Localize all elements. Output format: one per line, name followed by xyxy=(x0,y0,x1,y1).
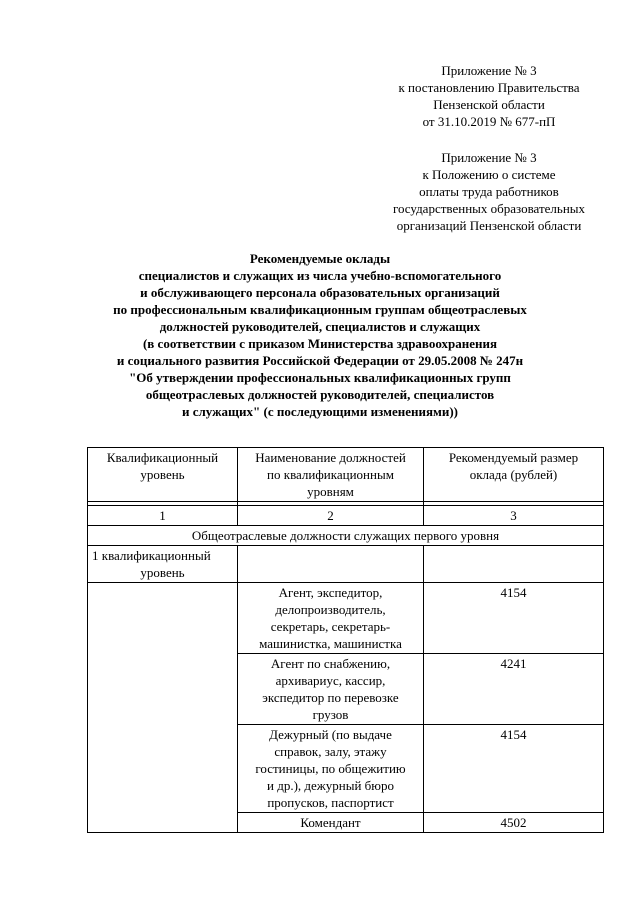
position-line: справок, залу, этажу xyxy=(274,744,387,759)
position-line: Агент по снабжению, xyxy=(270,656,391,671)
position-cell xyxy=(238,725,424,813)
position-line: пропусков, паспортист xyxy=(267,795,394,810)
title-line: должностей руководителей, специалистов и служащих xyxy=(159,319,481,334)
header-line: Рекомендуемый размер xyxy=(448,450,579,465)
empty-level-cell xyxy=(88,583,238,833)
section-title: Общеотраслевые должности служащих первого уровня xyxy=(88,526,604,546)
appendix-line: государственных образовательных xyxy=(392,201,586,216)
column-number-row xyxy=(88,506,604,526)
position-line: и др.), дежурный бюро xyxy=(267,778,394,793)
position-line: Агент, экспедитор, xyxy=(278,585,383,600)
appendix-header-regulation xyxy=(360,149,618,234)
salary-table xyxy=(87,447,604,833)
position-cell xyxy=(238,583,424,654)
title-line: и обслуживающего персонала образовательных организаций xyxy=(140,285,500,300)
salary-cell: 4154 xyxy=(424,725,604,813)
position-cell xyxy=(238,654,424,725)
section-row xyxy=(88,526,604,546)
salary-cell: 4241 xyxy=(424,654,604,725)
salary-cell: 4502 xyxy=(424,813,604,833)
header-line: уровням xyxy=(307,484,354,499)
position-line: Комендант xyxy=(300,815,361,830)
empty-cell xyxy=(238,546,424,583)
position-line: машинистка, машинистка xyxy=(259,636,402,651)
header-line: уровень xyxy=(140,467,185,482)
appendix-line: к постановлению Правительства xyxy=(398,80,580,95)
title-line: специалистов и служащих из числа учебно-вспомогательного xyxy=(138,268,502,283)
header-line: оклада (рублей) xyxy=(469,467,558,482)
appendix-line: организаций Пензенской области xyxy=(396,218,582,233)
appendix-line: к Положению о системе xyxy=(422,167,556,182)
title-line: общеотраслевых должностей руководителей, специалистов xyxy=(145,387,495,402)
position-cell xyxy=(238,813,424,833)
header-line: по квалификационным xyxy=(267,467,394,482)
appendix-line: оплаты труда работников xyxy=(419,184,559,199)
level-line: уровень xyxy=(140,565,185,580)
column-number: 1 xyxy=(88,506,238,526)
position-line: архивариус, кассир, xyxy=(275,673,386,688)
position-line: делопроизводитель, xyxy=(275,602,386,617)
title-line: и социального развития Российской Федерации от 29.05.2008 № 247н xyxy=(116,353,524,368)
title-line: "Об утверждении профессиональных квалификационных групп xyxy=(129,370,511,385)
column-number: 2 xyxy=(238,506,424,526)
document-title xyxy=(60,250,580,420)
header-line: Наименование должностей xyxy=(255,450,406,465)
appendix-line: Приложение № 3 xyxy=(441,63,537,78)
title-line: (в соответствии с приказом Министерства здравоохранения xyxy=(142,336,498,351)
title-line: по профессиональным квалификационным группам общеотраслевых xyxy=(113,302,527,317)
appendix-line: Пензенской области xyxy=(433,97,545,112)
empty-cell xyxy=(424,546,604,583)
header-line: Квалификационный xyxy=(106,450,219,465)
header-position-name xyxy=(238,448,424,502)
table-header-row xyxy=(88,448,604,502)
position-line: грузов xyxy=(312,707,349,722)
appendix-header-government xyxy=(360,62,618,130)
appendix-line: Приложение № 3 xyxy=(441,150,537,165)
qualification-level-cell xyxy=(88,546,238,583)
appendix-line: от 31.10.2019 № 677-пП xyxy=(422,114,556,129)
position-line: Дежурный (по выдаче xyxy=(269,727,392,742)
salary-cell: 4154 xyxy=(424,583,604,654)
title-line: Рекомендуемые оклады xyxy=(249,251,391,266)
header-salary xyxy=(424,448,604,502)
position-line: экспедитор по перевозке xyxy=(262,690,399,705)
position-line: секретарь, секретарь- xyxy=(270,619,391,634)
title-line: и служащих" (с последующими изменениями)) xyxy=(182,404,458,419)
table-row xyxy=(88,583,604,654)
level-row xyxy=(88,546,604,583)
position-line: гостиницы, по общежитию xyxy=(255,761,406,776)
level-line: 1 квалификационный xyxy=(92,548,211,563)
column-number: 3 xyxy=(424,506,604,526)
header-qualification-level xyxy=(88,448,238,502)
